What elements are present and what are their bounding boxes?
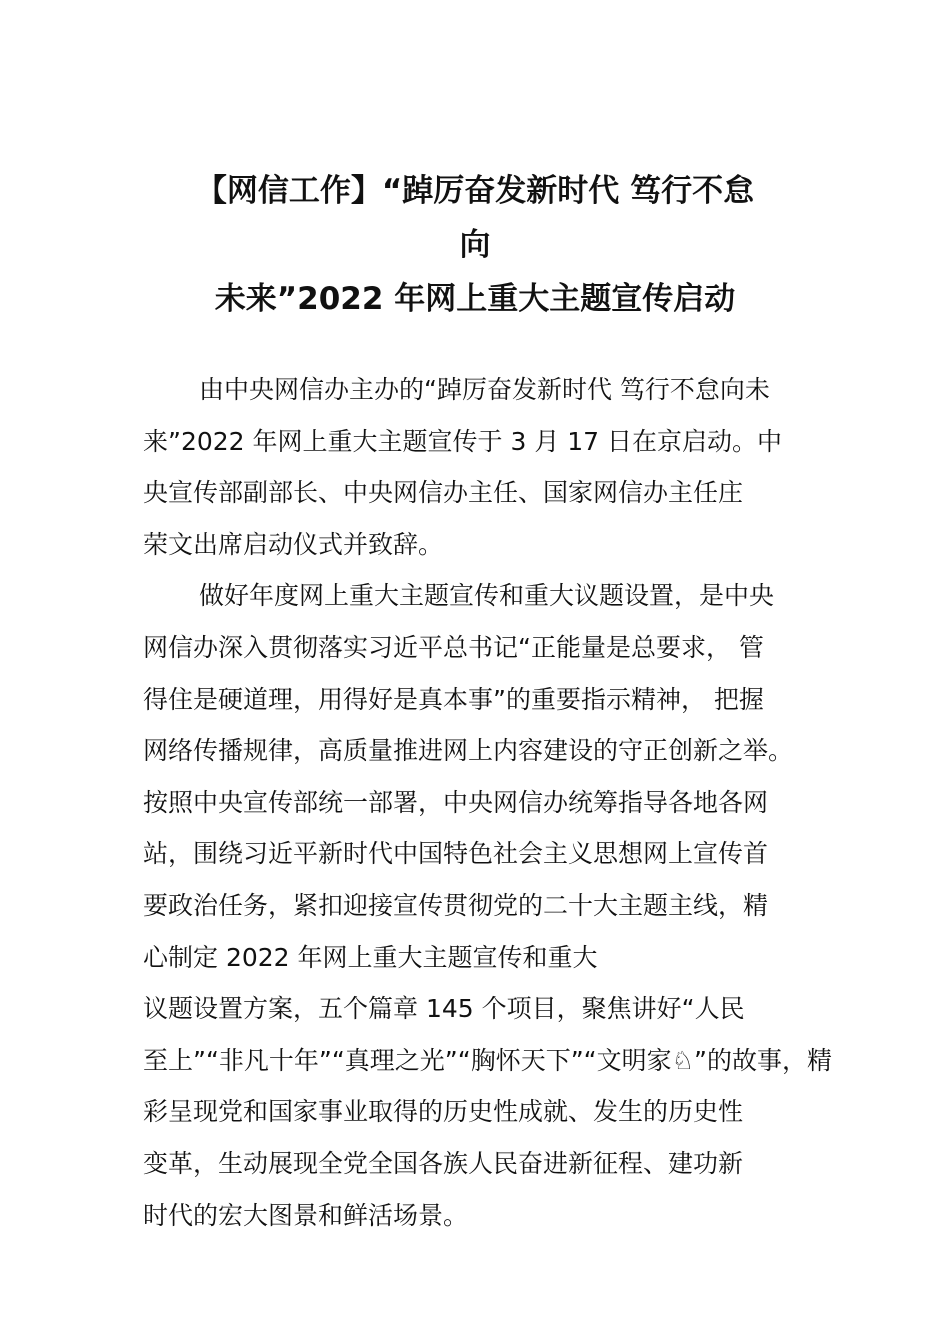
text-line: 至上”“非凡十年”“真理之光”“胸怀天下”“文明家♘”的故事，精 [143, 1045, 832, 1075]
title-line: 未来”2022 年网上重大主题宣传启动 [214, 281, 736, 317]
text-line: 得住是硬道理，用得好是真本事”的重要指示精神， 把握 [143, 684, 764, 714]
text-line: 变革，生动展现全党全国各族人民奋进新征程、建功新 [143, 1148, 744, 1178]
document-title [120, 164, 830, 326]
text-line: 站，围绕习近平新时代中国特色社会主义思想网上宣传首 [143, 839, 769, 869]
text-line: 议题设置方案，五个篇章 145 个项目，聚焦讲好“人民 [143, 994, 745, 1024]
text-line: 网络传播规律，高质量推进网上内容建设的守正创新之举。 [143, 736, 794, 766]
title-line: 【网信工作】“踔厉奋发新时代 笃行不怠 [195, 173, 755, 209]
text-line: 荣文出席启动仪式并致辞。 [143, 529, 444, 559]
title-line: 向 [459, 227, 491, 263]
paragraph-1 [143, 364, 838, 570]
text-line: 心制定 2022 年网上重大主题宣传和重大 [143, 942, 598, 972]
document-body [143, 364, 838, 1241]
text-line: 由中央网信办主办的“踔厉奋发新时代 笃行不怠向未 [199, 375, 770, 404]
text-line: 彩呈现党和国家事业取得的历史性成就、发生的历史性 [143, 1097, 744, 1127]
text-line: 时代的宏大图景和鲜活场景。 [143, 1200, 469, 1230]
text-line: 按照中央宣传部统一部署，中央网信办统筹指导各地各网 [143, 787, 769, 817]
text-line: 要政治任务，紧扣迎接宣传贯彻党的二十大主题主线，精 [143, 890, 769, 920]
text-line: 来”2022 年网上重大主题宣传于 3 月 17 日在京启动。中 [143, 426, 783, 456]
text-line: 央宣传部副部长、中央网信办主任、国家网信办主任庄 [143, 478, 744, 508]
text-line: 做好年度网上重大主题宣传和重大议题设置，是中央 [199, 581, 775, 611]
paragraph-2 [143, 570, 838, 1241]
text-line: 网信办深入贯彻落实习近平总书记“正能量是总要求， 管 [143, 632, 764, 662]
